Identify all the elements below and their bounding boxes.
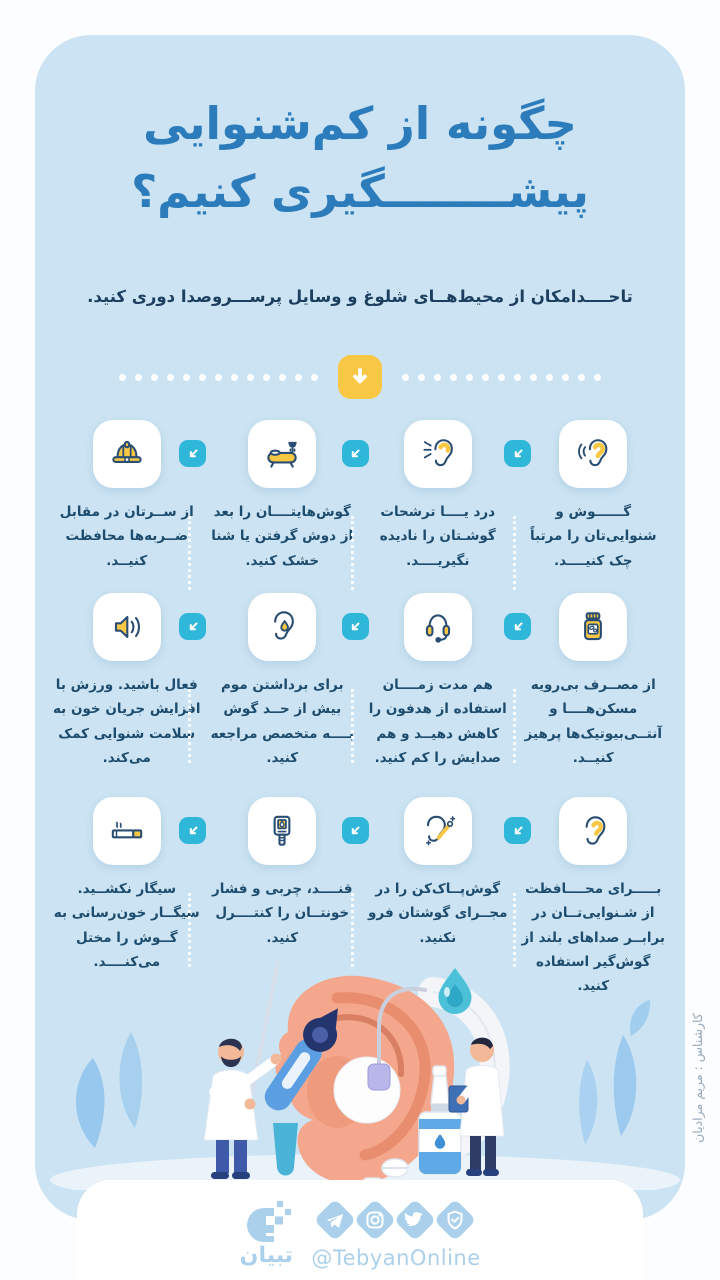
column-divider [351, 689, 354, 763]
dotted-divider [35, 353, 685, 401]
tip-item [360, 593, 516, 770]
ear-wax-icon [248, 593, 316, 661]
cigarette-icon [93, 797, 161, 865]
ear-plug-icon [559, 797, 627, 865]
tip-text: گوش‌هایتــــان را بعد از دوش گرفتن یا شنا خشک کنید. [211, 504, 354, 569]
safety-helmet-icon [93, 420, 161, 488]
diagonal-arrow-badge [504, 440, 531, 467]
page-title [35, 90, 685, 225]
tip-text: برای برداشتن موم بیش از حــد گوش بــــه متخصص مراجعه کنید. [210, 677, 354, 766]
tip-text: از مصــرف بی‌رویه مسکن‌هــــا و آنتــی‌بیوتیک‌ها پرهیز کنیــد. [524, 677, 662, 766]
diagonal-arrow-badge [179, 613, 206, 640]
tip-item [516, 593, 672, 770]
social-icons-row[interactable] [314, 1198, 478, 1244]
tebyan-wordmark: تبیان [239, 1242, 293, 1268]
diagonal-arrow-badge [504, 613, 531, 640]
tip-item [205, 420, 361, 573]
tips-row-2 [35, 593, 685, 770]
social-links [311, 1198, 480, 1270]
tip-text: گوش‌پــاک‌کن را در مجــرای گوشتان فرو نکنید. [368, 881, 508, 946]
social-handle[interactable]: @TebyanOnline [311, 1246, 481, 1270]
diagonal-arrow-badge [342, 613, 369, 640]
credit-text: کارشناس : مریم مرادیان [690, 1013, 705, 1143]
diagonal-arrow-badge [179, 440, 206, 467]
tips-row-1 [35, 420, 685, 573]
column-divider [513, 516, 516, 590]
diagonal-arrow-badge [342, 440, 369, 467]
ear-hearing-check-icon [559, 420, 627, 488]
speaker-icon [93, 593, 161, 661]
tebyan-logo-icon [239, 1199, 293, 1245]
down-arrow-icon [338, 355, 382, 399]
diagonal-arrow-badge [504, 817, 531, 844]
infographic-card [35, 35, 685, 1220]
diagonal-arrow-badge [342, 817, 369, 844]
column-divider [513, 689, 516, 763]
tip-text: قنــــد، چربی و فشار خونتــان را کنتــــرل کنید. [212, 881, 353, 946]
column-divider [188, 516, 191, 590]
tip-text: از ســرتان در مقابل ضــربه‌ها محافظت کنیــد. [59, 504, 194, 569]
tip-text: درد یــــا ترشحات گوشـتان را نادیده نگیریــــد. [379, 504, 496, 569]
tip-text: سیگار نکشــید. سیگــار خون‌رسانی به گــوش را مختل می‌کنــــد. [53, 881, 200, 970]
divider-dots [402, 374, 601, 381]
subtitle: تاحــــدامکان از محیط‌هــای شلوغ و وسایل پرســـروصدا دوری کنید. [87, 287, 633, 306]
water-drop-icon [439, 968, 472, 1014]
tip-text: فعال باشید. ورزش با افزایش جریان خون به سلامت شنوایی کمک می‌کند. [52, 677, 201, 766]
tip-item [360, 420, 516, 573]
pill-jar-icon [559, 593, 627, 661]
column-divider [188, 689, 191, 763]
title-line-1: چگونه از کم‌شنوایی [143, 97, 577, 150]
instagram-icon [354, 1199, 396, 1241]
tebyan-logo [239, 1199, 293, 1268]
divider-dots [119, 374, 318, 381]
bathtub-shower-icon [248, 420, 316, 488]
column-divider [351, 516, 354, 590]
tip-text: گــــــوش و شنوایی‌تان را مرتباً چک کنیــــد. [530, 504, 657, 569]
glucose-meter-icon [248, 797, 316, 865]
headset-icon [404, 593, 472, 661]
tip-item [516, 420, 672, 573]
tip-text: هم مدت زمــــان استفاده از هدفون را کاهش دهیــد و هم صدایش را کم کنید. [368, 677, 507, 766]
title-line-2: پیشــــــــگیری کنیم؟ [131, 164, 589, 218]
ear-discharge-icon [404, 420, 472, 488]
ear-care-illustration [35, 940, 685, 1190]
tip-item [205, 593, 361, 770]
tip-text: بـــــرای محــــافظت از شـنوایی‌تــان در برابــر صداهای بلند از گوش‌گیر استفاده کنید. [521, 881, 665, 995]
footer [77, 1180, 643, 1280]
cotton-swab-ear-icon [404, 797, 472, 865]
diagonal-arrow-badge [179, 817, 206, 844]
